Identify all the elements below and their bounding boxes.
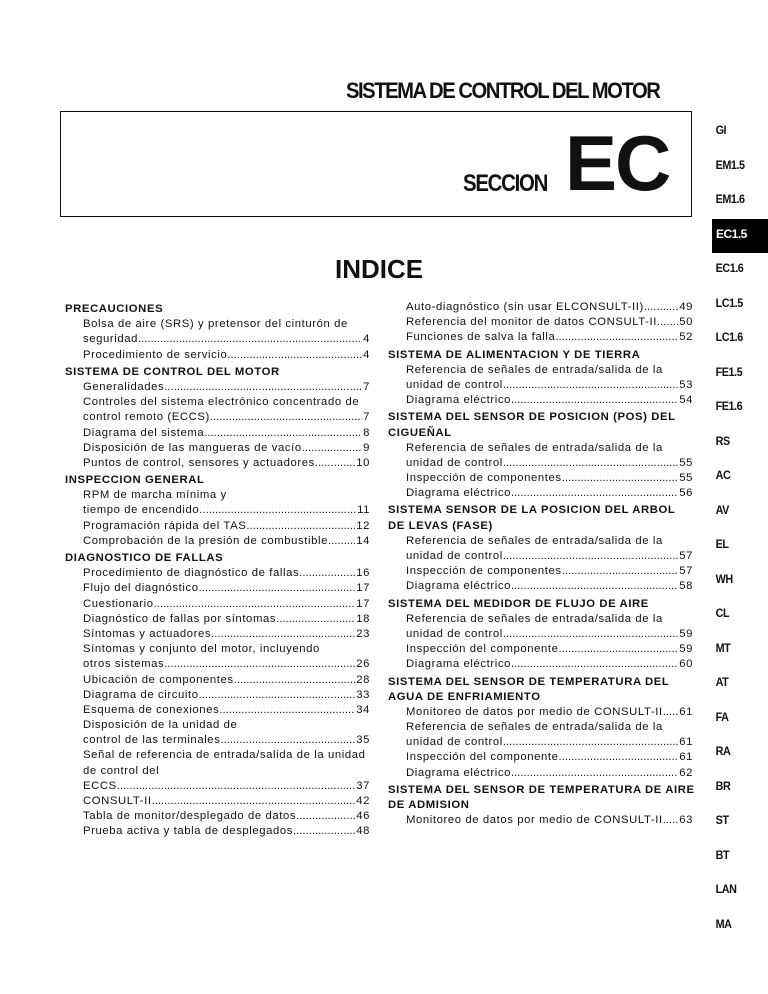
toc-entry-title: Esquema de conexiones <box>83 703 220 716</box>
toc-entry[interactable] <box>388 549 693 564</box>
toc-entry-title: Ubicación de componentes <box>83 673 234 686</box>
toc-section-heading: SISTEMA DEL SENSOR DE TEMPERATURA DEL <box>388 675 670 688</box>
section-tab[interactable]: BR <box>715 778 731 793</box>
toc-entry[interactable] <box>388 378 693 393</box>
toc-page-number: 11 <box>357 504 370 517</box>
toc-entry-title: Diagnóstico de fallas por síntomas <box>83 612 277 625</box>
toc-entry[interactable] <box>388 486 693 501</box>
toc-entry-title: Tabla de monitor/desplegado de datos <box>83 810 297 823</box>
toc-entry[interactable] <box>65 688 370 703</box>
toc-page-number: 61 <box>679 736 693 749</box>
toc-page-number: 34 <box>356 703 370 716</box>
toc-page-number: 23 <box>356 627 370 640</box>
dot-leader <box>511 579 678 594</box>
toc-page-number: 56 <box>679 487 693 500</box>
section-code: EC <box>565 119 670 207</box>
toc-entry-title: seguridad <box>83 333 139 346</box>
toc-page-number: 61 <box>679 705 693 718</box>
toc-entry-text: Bolsa de aire (SRS) y pretensor del cinturón de <box>83 318 348 331</box>
dot-leader <box>302 441 362 456</box>
toc-entry[interactable] <box>388 393 693 408</box>
dot-leader <box>562 471 679 486</box>
toc-entry-text: de control del <box>83 764 160 777</box>
toc-entry[interactable] <box>388 642 693 657</box>
toc-entry-title: Auto-diagnóstico (sin usar ELCONSULT-II) <box>406 301 644 313</box>
toc-entry[interactable] <box>65 410 370 425</box>
section-tab[interactable]: EL <box>715 537 729 551</box>
toc-entry-text: Referencia de señales de entrada/salida de la <box>406 363 663 376</box>
toc-entry[interactable] <box>388 705 693 720</box>
toc-entry-title: unidad de control <box>406 456 503 469</box>
toc-entry-title: Diagrama eléctrico <box>406 658 511 671</box>
toc-section-heading: SISTEMA SENSOR DE LA POSICION DEL ARBOL <box>388 504 676 517</box>
toc-entry[interactable] <box>65 794 370 809</box>
toc-section-heading: DE ADMISION <box>388 799 470 811</box>
toc-page-number: 37 <box>356 779 370 792</box>
section-tab[interactable]: EC1.5 <box>712 219 768 254</box>
toc-page-number: 4 <box>363 348 370 361</box>
toc-entry[interactable] <box>388 330 693 345</box>
toc-entry-title: Diagrama de circuito <box>83 688 199 701</box>
toc-entry-title: otros sistemas <box>83 658 165 671</box>
toc-entry-title: Diagrama eléctrico <box>406 487 511 500</box>
toc-entry[interactable] <box>65 348 370 363</box>
section-tab[interactable]: FE1.5 <box>715 364 743 379</box>
dot-leader <box>117 779 355 794</box>
dot-leader <box>657 315 678 330</box>
toc-entry-text: Referencia de señales de entrada/salida de la <box>406 612 663 625</box>
toc-page-number: 7 <box>363 411 370 424</box>
toc-entry-title: unidad de control <box>406 378 503 391</box>
section-tab[interactable]: RA <box>715 744 731 758</box>
toc-entry[interactable] <box>388 627 693 642</box>
dot-leader <box>276 612 355 627</box>
toc-entry-title: unidad de control <box>406 736 503 749</box>
page-title: SISTEMA DE CONTROL DEL MOTOR <box>346 78 660 103</box>
dot-leader <box>644 300 678 315</box>
toc-page-number: 8 <box>363 426 370 439</box>
toc-page-number: 59 <box>679 643 693 656</box>
section-tab[interactable]: FA <box>715 709 729 724</box>
toc-entry-title: Diagrama eléctrico <box>406 580 511 593</box>
dot-leader <box>154 597 356 612</box>
section-tab[interactable]: GI <box>715 123 727 137</box>
toc-page-number: 48 <box>356 825 370 838</box>
toc-section-heading: SISTEMA DEL MEDIDOR DE FLUJO DE AIRE <box>388 597 649 610</box>
toc-entry-text: Referencia de señales de entrada/salida de la <box>406 721 663 734</box>
dot-leader <box>152 794 356 809</box>
toc-entry[interactable] <box>388 657 693 672</box>
dot-leader <box>164 657 355 672</box>
section-tab[interactable]: ST <box>715 813 729 827</box>
toc-section-heading: DIAGNOSTICO DE FALLAS <box>65 552 224 564</box>
toc-entry[interactable] <box>388 300 693 315</box>
dot-leader <box>219 703 355 718</box>
toc-entry[interactable] <box>388 735 693 750</box>
dot-leader <box>328 534 355 549</box>
dot-leader <box>315 456 355 471</box>
toc-page-number: 14 <box>356 534 370 547</box>
dot-leader <box>199 581 356 596</box>
dot-leader <box>511 393 678 408</box>
toc-entry-title: Monitoreo de datos por medio de CONSULT-II <box>406 705 663 718</box>
section-tab[interactable]: AV <box>715 502 729 517</box>
toc-entry-title: Procedimiento de diagnóstico de fallas <box>83 567 300 580</box>
toc-page-number: 28 <box>356 673 370 686</box>
dot-leader <box>511 766 678 781</box>
dot-leader <box>299 566 355 581</box>
toc-page-number: 50 <box>679 316 693 329</box>
toc-entry[interactable] <box>65 824 370 839</box>
dot-leader <box>503 378 678 393</box>
toc-entry[interactable] <box>65 441 370 456</box>
section-tab[interactable]: WH <box>715 571 733 586</box>
dot-leader <box>663 705 679 720</box>
section-tabs <box>712 115 768 943</box>
toc-entry[interactable] <box>388 813 693 828</box>
dot-leader <box>555 330 678 345</box>
toc-page-number: 16 <box>356 567 370 580</box>
section-tab[interactable]: BT <box>715 847 730 862</box>
toc-page-number: 17 <box>356 582 370 595</box>
toc-entry-title: Diagrama eléctrico <box>406 394 511 407</box>
dot-leader <box>227 348 362 363</box>
toc-page-number: 59 <box>679 627 693 640</box>
section-tab[interactable]: CL <box>715 606 730 620</box>
toc-entry[interactable] <box>65 733 370 748</box>
dot-leader <box>164 380 362 395</box>
dot-leader <box>234 673 356 688</box>
toc-entry[interactable] <box>65 566 370 581</box>
toc-entry-title: ECCS <box>83 779 117 792</box>
toc-entry-title: Síntomas y actuadores <box>83 627 212 640</box>
toc-entry-text: Referencia de señales de entrada/salida de la <box>406 534 663 547</box>
toc-entry[interactable] <box>388 766 693 781</box>
dot-leader <box>511 657 678 672</box>
dot-leader <box>293 824 355 839</box>
dot-leader <box>204 426 362 441</box>
toc-page-number: 55 <box>679 456 693 469</box>
toc-page-number: 46 <box>356 810 370 823</box>
toc-entry[interactable] <box>388 750 693 765</box>
dot-leader <box>663 813 679 828</box>
dot-leader <box>511 486 678 501</box>
toc-entry-title: Diagrama eléctrico <box>406 766 511 779</box>
toc-page-number: 62 <box>679 766 693 779</box>
toc-page-number: 49 <box>679 301 693 313</box>
toc-page-number: 33 <box>356 688 370 701</box>
toc-page-number: 55 <box>679 472 693 485</box>
toc-entry[interactable] <box>65 673 370 688</box>
toc-section-heading: SISTEMA DE ALIMENTACION Y DE TIERRA <box>388 348 641 361</box>
section-tab[interactable]: RS <box>715 433 730 448</box>
toc-entry-title: Diagrama del sistema <box>83 426 205 439</box>
toc-entry-title: Procedimiento de servicio <box>83 348 228 361</box>
toc-entry[interactable] <box>388 315 693 330</box>
toc-page-number: 12 <box>356 519 370 532</box>
toc-entry-title: Generalidades <box>83 380 165 393</box>
section-tab[interactable]: MA <box>715 916 732 931</box>
toc-entry-title: Disposición de las mangueras de vacío <box>83 441 302 454</box>
toc-entry[interactable] <box>65 657 370 672</box>
toc-entry[interactable] <box>65 627 370 642</box>
toc-entry-title: Monitoreo de datos por medio de CONSULT-II <box>406 814 663 827</box>
toc-entry-title: unidad de control <box>406 627 503 640</box>
toc-entry-title: Flujo del diagnóstico <box>83 582 199 595</box>
toc-entry-title: Inspección del componente <box>406 751 559 764</box>
dot-leader <box>503 456 678 471</box>
toc-entry-title: Inspección del componente <box>406 643 559 656</box>
dot-leader <box>559 750 679 765</box>
toc-page-number: 53 <box>679 378 693 391</box>
toc-entry-title: control remoto (ECCS) <box>83 411 210 424</box>
toc-entry-title: Referencia del monitor de datos CONSULT-II <box>406 316 658 329</box>
section-tab[interactable]: AC <box>715 468 731 482</box>
toc-page-number: 35 <box>356 734 370 747</box>
toc-entry-text: Referencia de señales de entrada/salida de la <box>406 441 663 454</box>
toc-entry[interactable] <box>65 519 370 534</box>
dot-leader <box>559 642 679 657</box>
dot-leader <box>210 410 362 425</box>
toc-page-number: 52 <box>679 331 693 344</box>
toc-entry-title: Puntos de control, sensores y actuadores <box>83 456 315 469</box>
toc-page-number: 26 <box>356 658 370 671</box>
toc-page-number: 58 <box>679 580 693 593</box>
toc-entry-text: RPM de marcha mínima y <box>83 489 227 502</box>
toc-section-heading: DE LEVAS (FASE) <box>388 519 493 532</box>
toc-section-heading: SISTEMA DEL SENSOR DE TEMPERATURA DE AIRE <box>388 783 695 796</box>
section-tab[interactable]: LAN <box>715 882 737 896</box>
section-tab[interactable]: AT <box>715 675 729 689</box>
toc-page-number: 63 <box>679 814 693 827</box>
toc-page-number: 61 <box>679 751 693 764</box>
toc-entry[interactable] <box>65 380 370 395</box>
toc-entry-title: Inspección de componentes <box>406 472 562 485</box>
toc-entry-text: Disposición de la unidad de <box>83 719 238 732</box>
toc-entry[interactable] <box>65 332 370 347</box>
toc-page-number: 9 <box>363 441 370 454</box>
toc-entry[interactable] <box>65 809 370 824</box>
toc-entry-title: unidad de control <box>406 550 503 562</box>
toc-entry[interactable] <box>65 426 370 441</box>
toc-entry-title: Comprobación de la presión de combustible <box>83 534 329 547</box>
dot-leader <box>220 733 355 748</box>
toc-entry[interactable] <box>388 579 693 594</box>
toc-entry-title: tiempo de encendido <box>83 504 200 517</box>
toc-entry[interactable] <box>65 534 370 549</box>
toc-entry-text: Señal de referencia de entrada/salida de la unidad <box>83 749 366 762</box>
toc-section-heading: SISTEMA DE CONTROL DEL MOTOR <box>65 365 280 378</box>
section-label: SECCION <box>463 170 548 197</box>
toc-entry[interactable] <box>65 779 370 794</box>
toc-left-column <box>65 300 370 840</box>
dot-leader <box>246 519 355 534</box>
toc-page-number: 18 <box>356 612 370 625</box>
dot-leader <box>211 627 355 642</box>
toc-page-number: 10 <box>356 456 370 469</box>
toc-entry-text: Controles del sistema electrónico concentrado de <box>83 396 360 409</box>
toc-entry[interactable] <box>388 564 693 579</box>
toc-section-heading: SISTEMA DEL SENSOR DE POSICION (POS) DEL <box>388 411 676 424</box>
section-tab[interactable]: EM1.5 <box>715 157 745 172</box>
toc-entry[interactable] <box>65 503 370 518</box>
toc-entry[interactable] <box>388 456 693 471</box>
section-tab[interactable]: FE1.6 <box>715 399 743 413</box>
toc-section-heading: CIGUEÑAL <box>388 426 452 439</box>
toc-entry-title: Programación rápida del TAS <box>83 519 247 532</box>
dot-leader <box>296 809 355 824</box>
toc-entry-text: Síntomas y conjunto del motor, incluyendo <box>83 643 320 656</box>
toc-page-number: 7 <box>363 380 370 393</box>
toc-section-heading: INSPECCION GENERAL <box>65 474 205 487</box>
toc-entry[interactable] <box>388 471 693 486</box>
toc-entry-title: Inspección de componentes <box>406 565 562 578</box>
dot-leader <box>503 549 678 564</box>
toc-section-heading: PRECAUCIONES <box>65 303 164 315</box>
dot-leader <box>199 503 356 518</box>
toc-section-heading: AGUA DE ENFRIAMIENTO <box>388 690 541 703</box>
toc-page-number: 57 <box>679 565 693 578</box>
section-tab[interactable]: MT <box>715 640 731 655</box>
dot-leader <box>562 564 679 579</box>
toc-entry[interactable] <box>65 456 370 471</box>
toc-page-number: 17 <box>356 597 370 610</box>
toc-entry[interactable] <box>65 612 370 627</box>
index-heading: INDICE <box>335 254 424 284</box>
dot-leader <box>138 332 362 347</box>
toc-page-number: 42 <box>356 795 370 807</box>
dot-leader <box>503 735 678 750</box>
dot-leader <box>503 627 678 642</box>
toc-entry[interactable] <box>65 597 370 612</box>
toc-entry-title: Cuestionario <box>83 597 154 610</box>
toc-right-column <box>388 300 693 828</box>
toc-page-number: 60 <box>679 658 693 671</box>
toc-page-number: 57 <box>679 550 693 562</box>
toc-page-number: 4 <box>363 333 370 346</box>
toc-entry[interactable] <box>65 703 370 718</box>
section-tab[interactable]: EM1.6 <box>715 192 745 206</box>
dot-leader <box>199 688 356 703</box>
section-tab[interactable]: LC1.5 <box>715 295 743 310</box>
section-tab[interactable]: EC1.6 <box>715 261 744 275</box>
toc-entry-title: Funciones de salva la falla <box>406 331 556 344</box>
section-tab[interactable]: LC1.6 <box>715 330 743 344</box>
toc-entry[interactable] <box>65 581 370 596</box>
toc-entry-title: Prueba activa y tabla de desplegados <box>83 825 294 838</box>
toc-entry-title: CONSULT-II <box>83 795 152 807</box>
toc-page-number: 54 <box>679 394 693 407</box>
toc-entry-title: control de las terminales <box>83 734 221 747</box>
